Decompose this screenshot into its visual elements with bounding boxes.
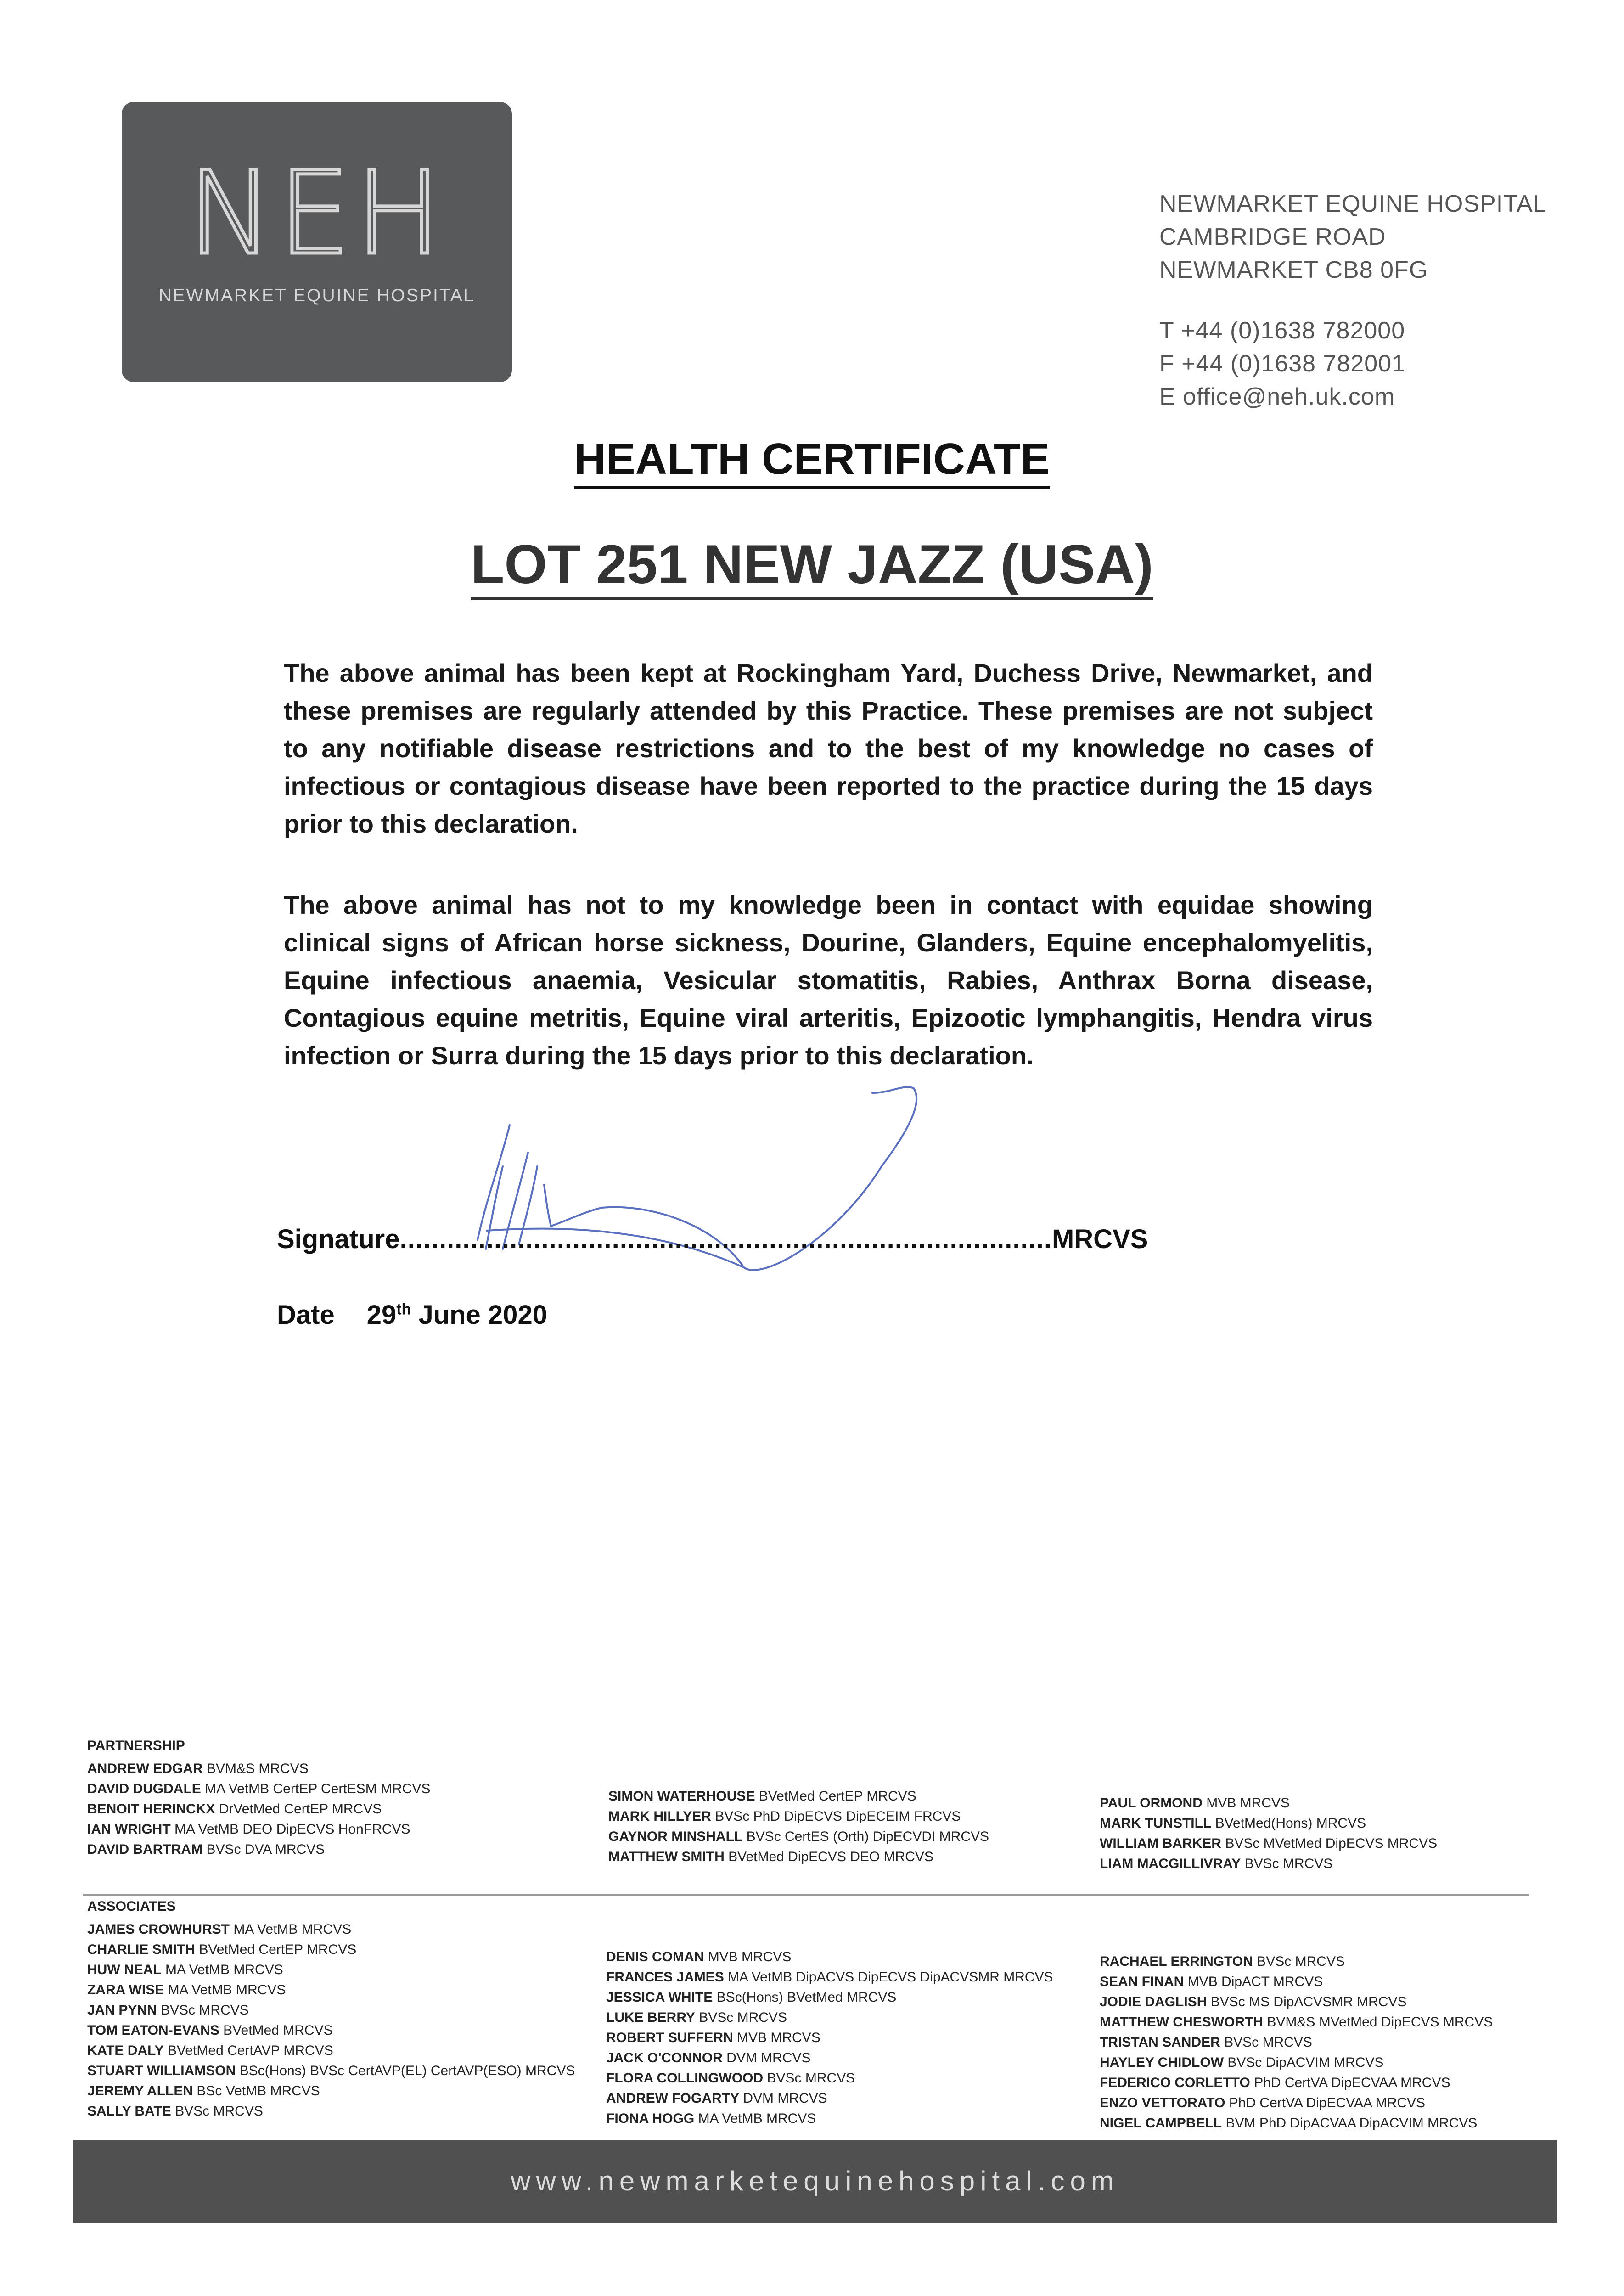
staff-name: STUART WILLIAMSON (87, 2063, 236, 2078)
staff-qualifications: MA VetMB MRCVS (168, 1982, 286, 1998)
staff-name: FIONA HOGG (606, 2111, 695, 2126)
staff-qualifications: BSc VetMB MRCVS (197, 2083, 320, 2099)
certificate-title-text: HEALTH CERTIFICATE (574, 434, 1050, 489)
staff-name: BENOIT HERINCKX (87, 1801, 215, 1817)
staff-name: LIAM MACGILLIVRAY (1100, 1856, 1241, 1871)
date-line (277, 1300, 547, 1330)
staff-qualifications: BVetMed CertAVP MRCVS (168, 2043, 333, 2058)
staff-member (606, 2068, 1053, 2088)
section-divider (83, 1894, 1529, 1896)
staff-qualifications: BVSc DipACVIM MRCVS (1227, 2055, 1384, 2070)
staff-name: ENZO VETTORATO (1100, 2095, 1225, 2110)
staff-member (1100, 1972, 1493, 1992)
staff-name: RACHAEL ERRINGTON (1100, 1954, 1253, 1969)
staff-member (1100, 1854, 1437, 1874)
staff-name: MARK HILLYER (608, 1809, 711, 1824)
staff-member (1100, 2073, 1493, 2093)
certificate-title (0, 434, 1624, 484)
staff-member (606, 2109, 1053, 2129)
staff-member (608, 1806, 989, 1827)
hospital-logo (122, 102, 512, 382)
staff-member (87, 1799, 430, 1819)
staff-qualifications: BVetMed CertEP MRCVS (759, 1789, 916, 1804)
fax-number: F +44 (0)1638 782001 (1159, 350, 1406, 377)
staff-name: MATTHEW SMITH (608, 1849, 725, 1864)
staff-qualifications: MVB MRCVS (737, 2030, 820, 2045)
staff-member (606, 1987, 1053, 2008)
staff-qualifications: BSc(Hons) BVetMed MRCVS (716, 1990, 897, 2005)
staff-name: LUKE BERRY (606, 2010, 695, 2025)
staff-qualifications: MA VetMB MRCVS (165, 1962, 283, 1977)
staff-qualifications: BVM&S MRCVS (207, 1761, 309, 1776)
staff-member (87, 1779, 430, 1799)
premises-declaration: The above animal has been kept at Rockingham Yard, Duchess Drive, Newmarket, and these premises are regularly attended by this Practice. These premises are not subject to any notifiable disease restrictions and to the best of my knowledge no cases of infectious or contagious disease have been reported to the practice during the 15 days prior to this declaration. (284, 658, 1373, 838)
staff-member (1100, 1992, 1493, 2012)
staff-name: ROBERT SUFFERN (606, 2030, 733, 2045)
staff-name: WILLIAM BARKER (1100, 1836, 1221, 1851)
staff-member (608, 1827, 989, 1847)
staff-qualifications: BVSc MVetMed DipECVS MRCVS (1225, 1836, 1438, 1851)
staff-qualifications: BVSc DVA MRCVS (206, 1842, 325, 1857)
staff-member (87, 2081, 575, 2101)
staff-member (606, 1967, 1053, 1987)
staff-member (87, 2041, 575, 2061)
staff-name: HAYLEY CHIDLOW (1100, 2055, 1224, 2070)
date-day: 29 (366, 1300, 397, 1330)
staff-name: NIGEL CAMPBELL (1100, 2116, 1222, 2131)
staff-member (606, 2028, 1053, 2048)
staff-name: MARK TUNSTILL (1100, 1816, 1212, 1831)
staff-member (87, 2020, 575, 2041)
staff-member (606, 2008, 1053, 2028)
staff-name: CHARLIE SMITH (87, 1942, 195, 1957)
staff-name: JAN PYNN (87, 2003, 157, 2018)
staff-name: JODIE DAGLISH (1100, 1994, 1207, 2009)
staff-qualifications: BVSc CertES (Orth) DipECVDI MRCVS (746, 1829, 989, 1844)
staff-qualifications: PhD CertVA DipECVAA MRCVS (1229, 2095, 1426, 2110)
staff-member (1100, 1813, 1437, 1834)
staff-name: IAN WRIGHT (87, 1822, 171, 1837)
associates-column (87, 1919, 575, 2122)
staff-name: JEREMY ALLEN (87, 2083, 193, 2099)
staff-qualifications: DVM MRCVS (726, 2050, 811, 2065)
staff-name: ZARA WISE (87, 1982, 164, 1998)
staff-name: SIMON WATERHOUSE (608, 1789, 755, 1804)
staff-name: SALLY BATE (87, 2104, 171, 2119)
staff-qualifications: BVSc MRCVS (767, 2071, 855, 2086)
date-label: Date (277, 1300, 335, 1330)
staff-qualifications: BVM PhD DipACVAA DipACVIM MRCVS (1225, 2116, 1478, 2131)
staff-qualifications: MVB DipACT MRCVS (1187, 1974, 1323, 1989)
staff-member (1100, 2053, 1493, 2073)
staff-member (606, 2048, 1053, 2068)
partnership-column (608, 1786, 989, 1867)
staff-member (1100, 1834, 1437, 1854)
staff-name: DENIS COMAN (606, 1949, 704, 1964)
address-line: NEWMARKET CB8 0FG (1159, 257, 1428, 283)
staff-member (87, 1819, 430, 1840)
staff-name: FRANCES JAMES (606, 1970, 724, 1985)
staff-qualifications: MA VetMB DEO DipECVS HonFRCVS (174, 1822, 410, 1837)
staff-name: JAMES CROWHURST (87, 1922, 230, 1937)
staff-name: MATTHEW CHESWORTH (1100, 2015, 1264, 2030)
signature-line (277, 1224, 1148, 1255)
staff-name: JESSICA WHITE (606, 1990, 713, 2005)
staff-qualifications: BSc(Hons) BVSc CertAVP(EL) CertAVP(ESO) MRCVS (239, 2063, 575, 2078)
staff-name: FLORA COLLINGWOOD (606, 2071, 764, 2086)
signature-label: Signature (277, 1224, 400, 1254)
staff-name: PAUL ORMOND (1100, 1795, 1203, 1811)
staff-qualifications: BVSc MRCVS (1244, 1856, 1333, 1871)
partnership-column (1100, 1793, 1437, 1874)
staff-member (1100, 1952, 1493, 1972)
staff-name: DAVID BARTRAM (87, 1842, 203, 1857)
staff-qualifications: MA VetMB MRCVS (233, 1922, 352, 1937)
staff-qualifications: BVetMed MRCVS (223, 2023, 333, 2038)
staff-name: TOM EATON-EVANS (87, 2023, 219, 2038)
address-line: CAMBRIDGE ROAD (1159, 224, 1386, 250)
staff-qualifications: BVSc MS DipACVSMR MRCVS (1210, 1994, 1407, 2009)
staff-name: JACK O'CONNOR (606, 2050, 723, 2065)
staff-member (87, 1919, 575, 1940)
staff-name: GAYNOR MINSHALL (608, 1829, 743, 1844)
logo-subtitle: NEWMARKET EQUINE HOSPITAL (158, 286, 475, 305)
email-address: E office@neh.uk.com (1159, 383, 1395, 410)
staff-member (608, 1847, 989, 1867)
partnership-heading: PARTNERSHIP (87, 1738, 185, 1753)
staff-qualifications: BVSc MRCVS (1257, 1954, 1345, 1969)
staff-member (87, 2000, 575, 2020)
staff-qualifications: BVSc MRCVS (175, 2104, 263, 2119)
staff-name: HUW NEAL (87, 1962, 162, 1977)
staff-qualifications: MVB MRCVS (708, 1949, 792, 1964)
staff-name: TRISTAN SANDER (1100, 2035, 1220, 2050)
staff-name: ANDREW EDGAR (87, 1761, 203, 1776)
staff-qualifications: BVetMed(Hons) MRCVS (1215, 1816, 1366, 1831)
staff-name: ANDREW FOGARTY (606, 2091, 739, 2106)
footer-bar (73, 2140, 1557, 2223)
staff-member (1100, 2093, 1493, 2113)
staff-qualifications: BVSc MRCVS (161, 2003, 249, 2018)
staff-member (1100, 1793, 1437, 1813)
staff-member (87, 1960, 575, 1980)
staff-member (87, 2101, 575, 2122)
staff-member (87, 1759, 430, 1779)
staff-qualifications: DrVetMed CertEP MRCVS (219, 1801, 382, 1817)
staff-qualifications: BVetMed DipECVS DEO MRCVS (728, 1849, 933, 1864)
associates-column (606, 1947, 1053, 2129)
staff-qualifications: BVetMed CertEP MRCVS (199, 1942, 357, 1957)
signature-dots: ................................................................................... (399, 1224, 1052, 1254)
date-rest: June 2020 (411, 1300, 547, 1330)
staff-member (87, 1840, 430, 1860)
associates-heading: ASSOCIATES (87, 1899, 176, 1914)
staff-qualifications: MA VetMB CertEP CertESM MRCVS (205, 1781, 431, 1796)
phone-number: T +44 (0)1638 782000 (1159, 317, 1405, 344)
lot-title (0, 533, 1624, 596)
partnership-column (87, 1759, 430, 1860)
staff-name: FEDERICO CORLETTO (1100, 2075, 1250, 2090)
date-suffix: th (396, 1300, 411, 1318)
staff-qualifications: MA VetMB MRCVS (698, 2111, 816, 2126)
staff-name: SEAN FINAN (1100, 1974, 1184, 1989)
lot-title-text: LOT 251 NEW JAZZ (USA) (471, 534, 1153, 600)
staff-name: KATE DALY (87, 2043, 164, 2058)
staff-member (87, 1980, 575, 2000)
staff-member (608, 1786, 989, 1806)
staff-qualifications: BVSc MRCVS (699, 2010, 787, 2025)
address-block (1159, 187, 1600, 413)
staff-qualifications: BVSc MRCVS (1224, 2035, 1312, 2050)
staff-qualifications: MA VetMB DipACVS DipECVS DipACVSMR MRCVS (728, 1970, 1053, 1985)
staff-qualifications: PhD CertVA DipECVAA MRCVS (1254, 2075, 1450, 2090)
staff-qualifications: MVB MRCVS (1206, 1795, 1290, 1811)
disease-contact-declaration: The above animal has not to my knowledge been in contact with equidae showing clinical signs of African horse sickness, Dourine, Glanders, Equine encephalomyelitis, Equine infectious anaemia, Vesicular stomatitis, Rabies, Anthrax Borna disease, Contagious equine metritis, Equine viral arteritis, Epizootic lymphangitis, Hendra virus infection or Surra during the 15 days prior to this declaration. (284, 890, 1373, 1070)
address-line: NEWMARKET EQUINE HOSPITAL (1159, 191, 1547, 217)
staff-qualifications: BVSc PhD DipECVS DipECEIM FRCVS (715, 1809, 961, 1824)
staff-qualifications: DVM MRCVS (743, 2091, 827, 2106)
associates-column (1100, 1952, 1493, 2133)
staff-member (87, 2061, 575, 2081)
staff-member (87, 1940, 575, 1960)
staff-member (1100, 2032, 1493, 2053)
signature-suffix: MRCVS (1051, 1224, 1148, 1254)
staff-member (1100, 2012, 1493, 2032)
logo-mark: NEH (187, 146, 446, 280)
staff-member (606, 2088, 1053, 2109)
staff-member (606, 1947, 1053, 1967)
staff-name: DAVID DUGDALE (87, 1781, 201, 1796)
staff-qualifications: BVM&S MVetMed DipECVS MRCVS (1267, 2015, 1493, 2030)
website-link[interactable]: www.newmarketequinehospital.com (511, 2166, 1119, 2196)
staff-member (1100, 2113, 1493, 2133)
